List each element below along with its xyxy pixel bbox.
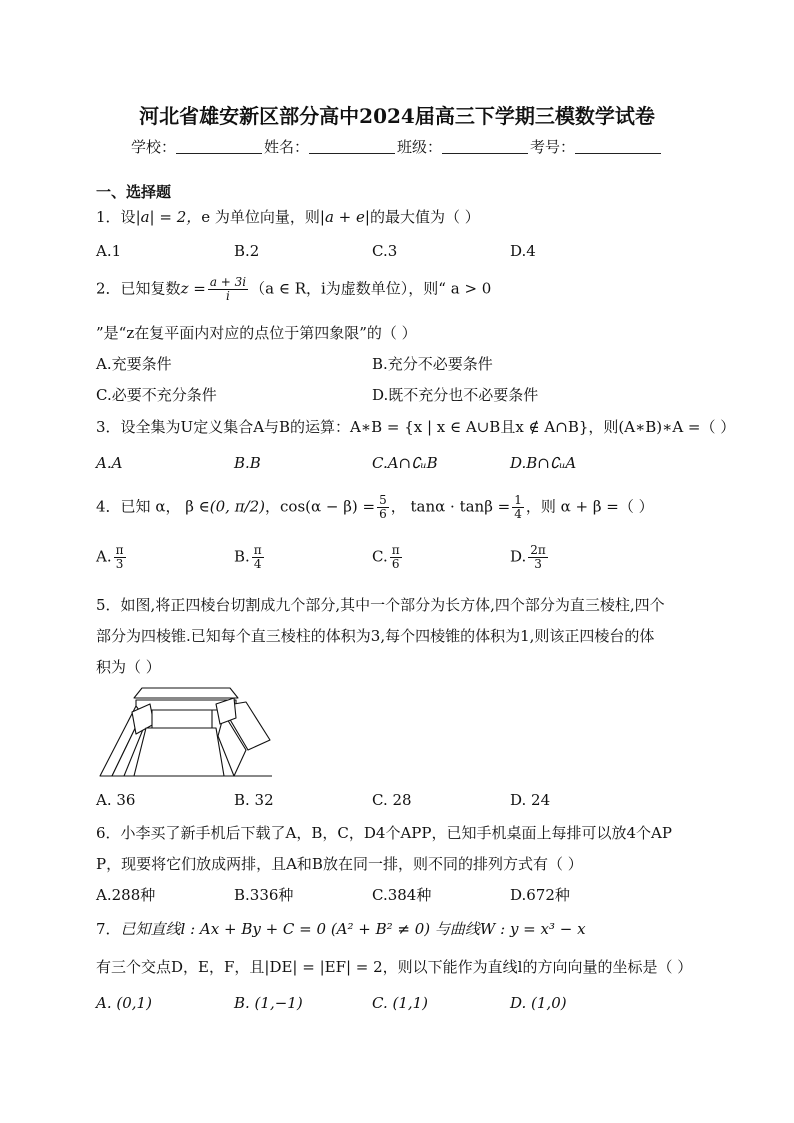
q1-text-c: 的最大值为（ ） [369, 208, 480, 226]
school-blank [176, 139, 262, 154]
q4-option-d [510, 544, 550, 571]
q5-option-d: D. 24 [510, 791, 551, 809]
fig-center-front [134, 728, 224, 776]
question-5 [96, 594, 665, 615]
fig-top-back [134, 688, 238, 698]
q4-opt-c-num: π [391, 543, 400, 557]
name-blank [309, 139, 395, 154]
q1-option-b: B.2 [234, 242, 260, 260]
q4-opt-c-frac [390, 544, 402, 571]
q7-option-d: D. (1,0) [510, 994, 567, 1012]
question-4 [96, 494, 654, 521]
q4-opt-d-label: D. [510, 547, 527, 566]
q7-option-c: C. (1,1) [372, 994, 429, 1012]
q7-option-b: B. (1,−1) [234, 994, 303, 1012]
q5-option-b: B. 32 [234, 791, 274, 809]
school-label: 学校： [130, 138, 176, 156]
q6-option-a: A.288种 [96, 886, 156, 904]
q4-f2-num: 1 [514, 493, 522, 507]
q4-opt-a-label: A. [96, 547, 112, 566]
q3-option-a: A.A [96, 454, 123, 472]
class-blank [442, 139, 528, 154]
class-label: 班级： [397, 138, 443, 156]
q4-fraction-2 [512, 494, 524, 521]
q1-text-b: e 为单位向量，则 [201, 208, 320, 226]
q5-number: 5． [96, 596, 121, 614]
question-2 [96, 276, 491, 303]
q2-option-d: D.既不充分也不必要条件 [372, 386, 539, 404]
q7-number: 7． [96, 920, 121, 938]
q2-option-b: B.充分不必要条件 [372, 355, 493, 373]
q4-opt-a-num: π [115, 543, 124, 557]
name-label: 姓名： [263, 138, 309, 156]
q2-frac-num: a + 3i [209, 275, 247, 289]
q1-expr2: |a + e| [319, 208, 370, 226]
q2-text-b: （a ∈ R，i为虚数单位），则“ a > 0 [250, 279, 492, 298]
q2-option-c: C.必要不充分条件 [96, 386, 217, 404]
q3-number: 3． [96, 418, 121, 436]
q7-line1: 已知直线l : Ax + By + C = 0 (A² + B² ≠ 0) 与曲线W : y = x³ − x [120, 920, 586, 938]
question-1 [96, 206, 480, 227]
q4-f2-den: 4 [514, 507, 522, 521]
q3-option-b: B.B [234, 454, 261, 472]
q7-line2: 有三个交点D，E，F，且|DE| = |EF| = 2，则以下能作为直线l的方向向量的坐标是（ ） [96, 958, 693, 976]
number-blank [575, 139, 661, 154]
q6-line2: P，现要将它们放成两排，且A和B放在同一排，则不同的排列方式有（ ） [96, 855, 583, 873]
section-heading: 一、选择题 [96, 183, 172, 201]
q4-f1-num: 5 [379, 493, 387, 507]
q3-option-d: D.B∩∁ᵤA [510, 454, 577, 472]
q4-opt-d-num: 2π [530, 543, 546, 557]
number-label: 考号： [530, 138, 576, 156]
q4-option-c [372, 544, 404, 571]
q4-opt-b-den: 4 [253, 557, 262, 571]
q1-number: 1． [96, 208, 121, 226]
q4-opt-d-den: 3 [534, 557, 542, 571]
q4-fraction-1 [377, 494, 389, 521]
q4-interval: (0, π/2) [209, 497, 266, 516]
q4-text-c: ， tanα · tanβ = [390, 497, 511, 516]
q2-number: 2． [96, 279, 121, 298]
q2-frac-den: i [226, 289, 230, 303]
q5-line2: 部分为四棱锥.已知每个直三棱柱的体积为3,每个四棱锥的体积为1,则该正四棱台的体 [96, 627, 655, 645]
q6-option-b: B.336种 [234, 886, 294, 904]
frustum-dissection-figure [96, 684, 276, 784]
q1-text-a: 设 [120, 208, 136, 226]
fig-center-top [152, 710, 212, 728]
q1-option-a: A.1 [96, 242, 122, 260]
q4-opt-b-frac [252, 544, 264, 571]
question-6 [96, 822, 672, 843]
q4-text-a: 已知 α， β ∈ [120, 497, 210, 516]
q6-option-c: C.384种 [372, 886, 432, 904]
q4-text-d: ，则 α + β =（ ） [525, 497, 654, 516]
q5-line3: 积为（ ） [96, 658, 161, 676]
q4-option-a [96, 544, 128, 571]
student-info-row [0, 136, 794, 157]
q2-z-eq: z = [180, 279, 206, 298]
q1-option-d: D.4 [510, 242, 536, 260]
q4-option-b [234, 544, 266, 571]
q4-opt-b-label: B. [234, 547, 250, 566]
q4-opt-a-den: 3 [115, 557, 124, 571]
q4-opt-c-den: 6 [391, 557, 400, 571]
q2-line2: ”是“z在复平面内对应的点位于第四象限”的（ ） [96, 324, 417, 342]
q4-text-b: ，cos(α − β) = [265, 497, 376, 516]
q1-option-c: C.3 [372, 242, 398, 260]
q6-option-d: D.672种 [510, 886, 570, 904]
q2-fraction [208, 276, 248, 303]
q5-option-c: C. 28 [372, 791, 412, 809]
q4-opt-c-label: C. [372, 547, 388, 566]
q1-expr1: |a| = 2， [135, 208, 202, 226]
q4-number: 4． [96, 497, 121, 516]
q6-line1: 小李买了新手机后下载了A，B，C，D4个APP，已知手机桌面上每排可以放4个AP [120, 824, 672, 842]
q2-option-a: A.充要条件 [96, 355, 172, 373]
question-3 [96, 416, 735, 437]
q5-option-a: A. 36 [96, 791, 136, 809]
q4-opt-d-frac [528, 544, 548, 571]
q7-option-a: A. (0,1) [96, 994, 152, 1012]
question-7 [96, 918, 586, 939]
q3-option-c: C.A∩∁ᵤB [372, 454, 438, 472]
q2-text-a: 已知复数 [120, 279, 181, 298]
q4-opt-b-num: π [253, 543, 262, 557]
q5-line1: 如图,将正四棱台切割成九个部分,其中一个部分为长方体,四个部分为直三棱柱,四个 [120, 596, 665, 614]
exam-title: 河北省雄安新区部分高中2024届高三下学期三模数学试卷 [139, 104, 655, 128]
q4-f1-den: 6 [379, 507, 387, 521]
q4-opt-a-frac [114, 544, 126, 571]
q6-number: 6． [96, 824, 121, 842]
q3-text: 设全集为U定义集合A与B的运算：A∗B = {x | x ∈ A∪B且x ∉ A∩B}，则(A∗B)∗A =（ ） [120, 418, 736, 436]
